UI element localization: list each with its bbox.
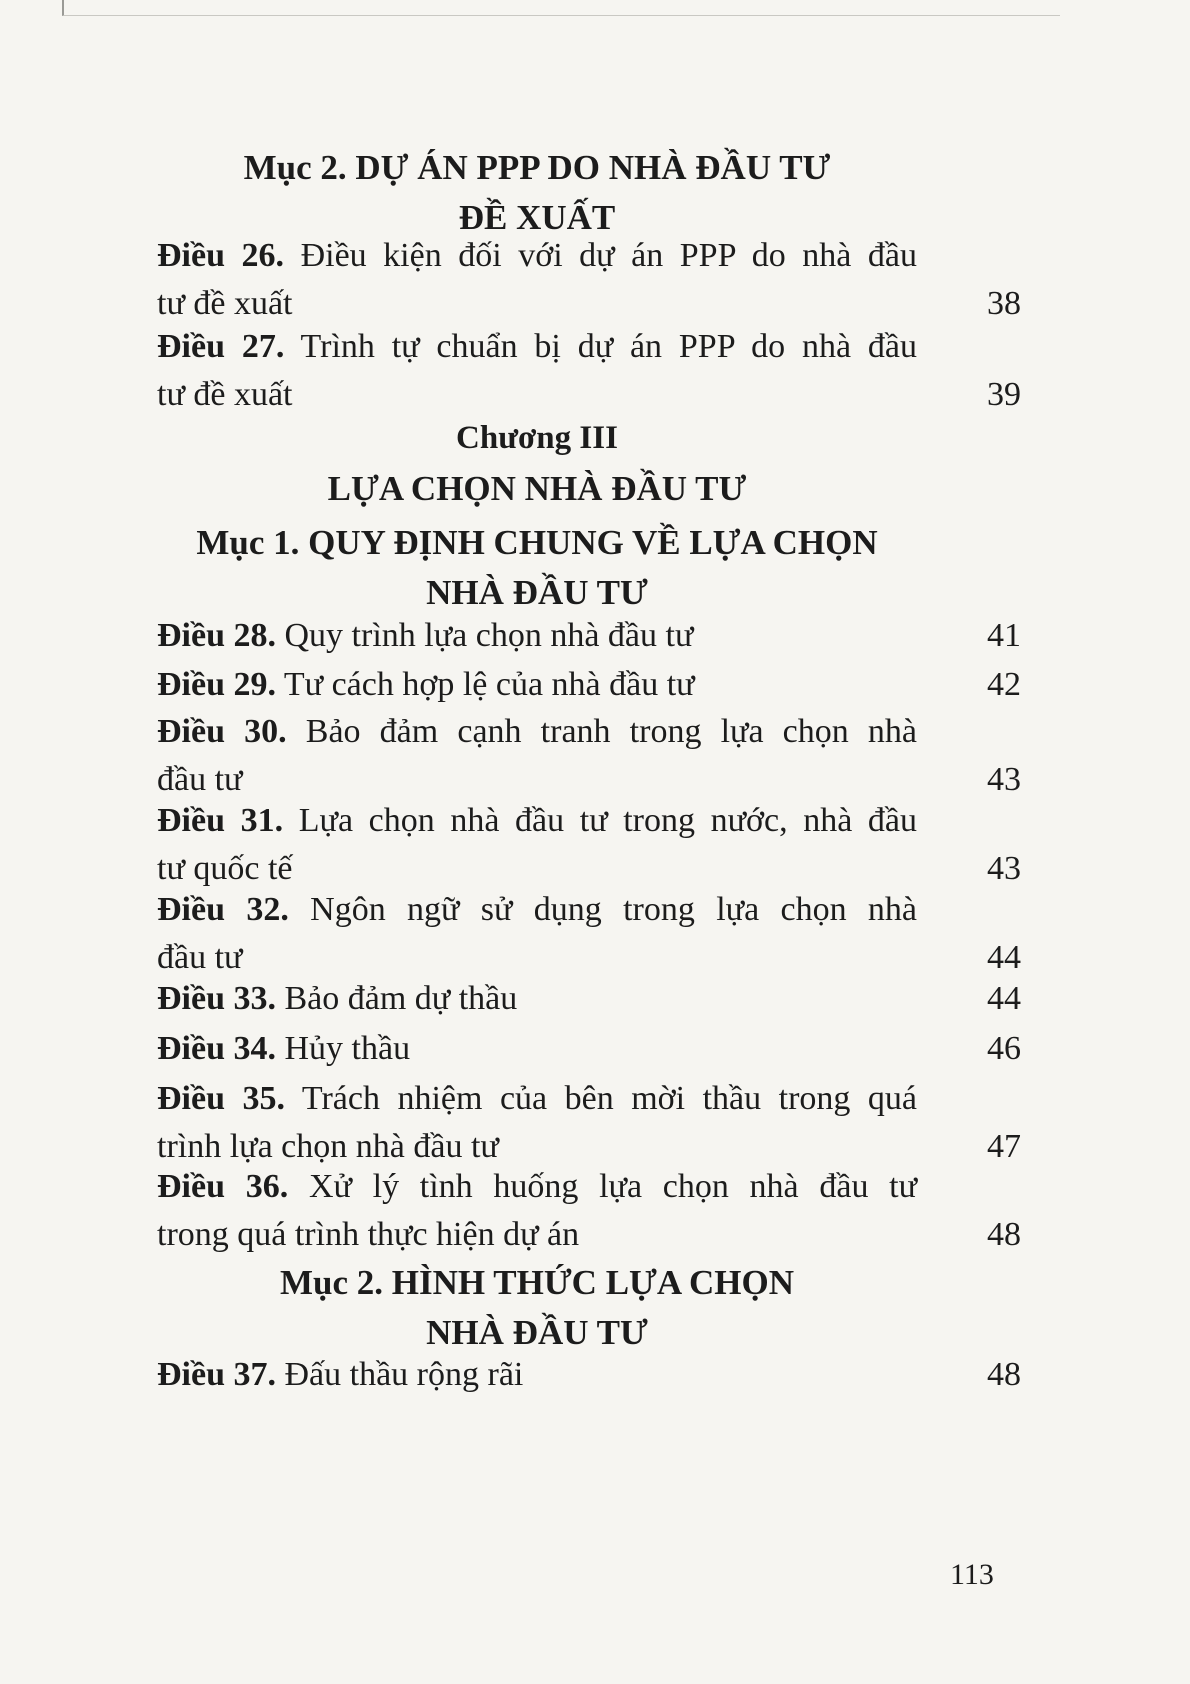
toc-page-number: 47 — [987, 1128, 1021, 1165]
toc-entry-dieu-37[interactable]: Điều 37. Đấu thầu rộng rãi 48 — [157, 1351, 1021, 1399]
toc-entry-dieu-31[interactable]: Điều 31. Lựa chọn nhà đầu tư trong nước, nhà đầu tư quốc tế 43 — [157, 797, 1021, 893]
page-number: 113 — [950, 1558, 994, 1591]
toc-page-number: 42 — [987, 666, 1021, 703]
toc-entry-dieu-28[interactable]: Điều 28. Quy trình lựa chọn nhà đầu tư 41 — [157, 612, 1021, 660]
section-heading-muc-1: Mục 1. QUY ĐỊNH CHUNG VỀ LỰA CHỌN NHÀ ĐẦU TƯ — [196, 523, 878, 612]
chapter-title: LỰA CHỌN NHÀ ĐẦU TƯ — [327, 469, 747, 508]
toc-entry-dieu-29[interactable]: Điều 29. Tư cách hợp lệ của nhà đầu tư 42 — [157, 661, 1021, 709]
toc-entry-dieu-26[interactable]: Điều 26. Điều kiện đối với dự án PPP do nhà đầu tư đề xuất 38 — [157, 232, 1021, 328]
toc-entry-dieu-33[interactable]: Điều 33. Bảo đảm dự thầu 44 — [157, 975, 1021, 1023]
toc-page-number: 44 — [987, 939, 1021, 976]
chapter-label: Chương III — [456, 420, 618, 456]
section-heading-muc-2-hinh-thuc: Mục 2. HÌNH THỨC LỰA CHỌN NHÀ ĐẦU TƯ — [280, 1263, 794, 1352]
toc-page-number: 48 — [987, 1356, 1021, 1393]
toc-entry-dieu-34[interactable]: Điều 34. Hủy thầu 46 — [157, 1025, 1021, 1073]
toc-page-number: 41 — [987, 617, 1021, 654]
page-top-edge — [62, 0, 1060, 16]
toc-page-number: 46 — [987, 1030, 1021, 1067]
toc-entry-dieu-35[interactable]: Điều 35. Trách nhiệm của bên mời thầu trong quá trình lựa chọn nhà đầu tư 47 — [157, 1075, 1021, 1171]
toc-entry-dieu-36[interactable]: Điều 36. Xử lý tình huống lựa chọn nhà đầu tư trong quá trình thực hiện dự án 48 — [157, 1163, 1021, 1259]
toc-page-number: 38 — [987, 285, 1021, 322]
toc-page-number: 39 — [987, 376, 1021, 413]
toc-entry-dieu-32[interactable]: Điều 32. Ngôn ngữ sử dụng trong lựa chọn nhà đầu tư 44 — [157, 886, 1021, 982]
toc-page-number: 43 — [987, 761, 1021, 798]
toc-page-number: 44 — [987, 980, 1021, 1017]
toc-entry-dieu-27[interactable]: Điều 27. Trình tự chuẩn bị dự án PPP do nhà đầu tư đề xuất 39 — [157, 323, 1021, 419]
toc-page-number: 48 — [987, 1216, 1021, 1253]
toc-entry-dieu-30[interactable]: Điều 30. Bảo đảm cạnh tranh trong lựa chọn nhà đầu tư 43 — [157, 708, 1021, 804]
section-heading-muc-2-ppp: Mục 2. DỰ ÁN PPP DO NHÀ ĐẦU TƯ ĐỀ XUẤT — [243, 148, 831, 237]
toc-page-number: 43 — [987, 850, 1021, 887]
